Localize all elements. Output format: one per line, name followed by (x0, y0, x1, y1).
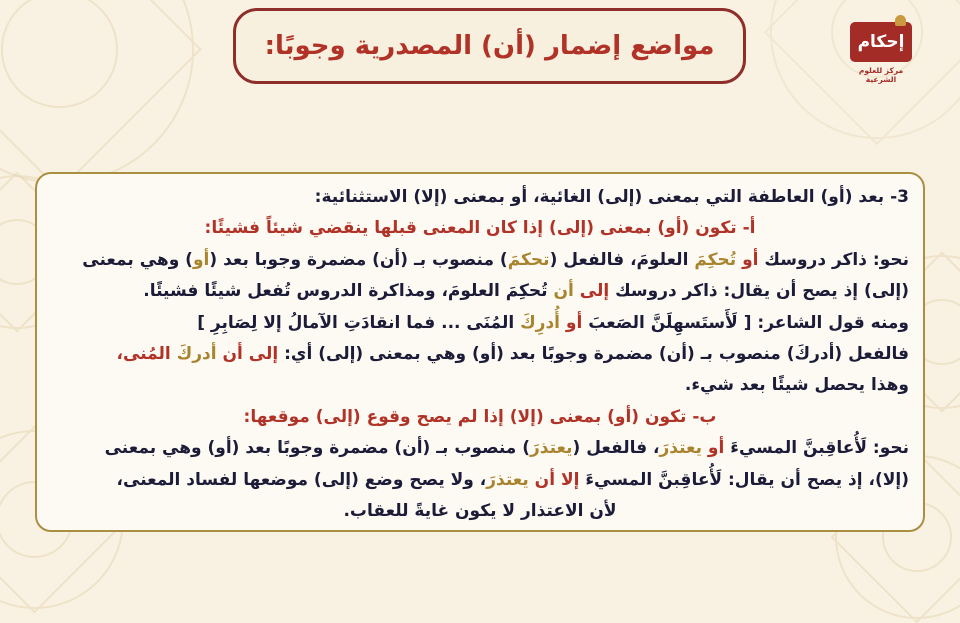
text-segment: لأن الاعتذار لا يكون غايةً للعقاب. (343, 501, 617, 522)
text-segment: إلى أن (216, 344, 279, 365)
text-segment: نحو: لَأُعاقِبنَّ المسيءَ (724, 438, 909, 459)
content-box (35, 172, 925, 532)
text-segment: أو (560, 312, 583, 333)
text-segment: المُنى، (116, 344, 171, 365)
content-lines (51, 182, 909, 527)
text-segment: يعتذرَ (529, 438, 573, 459)
text-segment: أن (547, 281, 574, 302)
content-line (51, 433, 909, 464)
text-segment: ومنه قول الشاعر: [ لَأَستَسهِلَنَّ الصَعبَ (582, 312, 909, 333)
content-line (51, 276, 909, 307)
text-segment: ، ولا يصح وضع (إلى) موضعها لفساد المعنى، (116, 469, 487, 490)
text-segment: وهذا يحصل شيئًا بعد شيء. (684, 375, 909, 396)
text-segment: تحكمَ (507, 249, 550, 270)
text-segment: يعتذرَ (659, 438, 703, 459)
text-segment: إلا أن (528, 469, 580, 490)
content-line (51, 370, 909, 401)
content-line (51, 465, 909, 496)
dome-icon (895, 15, 906, 26)
content-line (51, 496, 909, 527)
text-segment: ) منصوب بـ (أن) مضمرة وجوبا بعد ( (209, 249, 508, 270)
text-segment: أو (192, 249, 210, 270)
content-line (51, 182, 909, 213)
logo-subtitle: مركز للعلوم الشرعية (858, 66, 904, 84)
text-segment: أو (736, 249, 759, 270)
text-segment: تُحكِمَ (688, 249, 737, 270)
logo-wordmark: إحكام (857, 32, 905, 52)
text-segment: ، فالفعل ( (572, 438, 660, 459)
text-segment: يعتذرَ (486, 469, 529, 490)
text-segment: ) منصوب بـ (أن) مضمرة وجوبًا بعد (أو) وهي بمعنى (104, 438, 530, 459)
text-segment: ) وهي بمعنى (82, 249, 193, 270)
logo-box (850, 22, 912, 62)
text-segment: ب- تكون (أو) بمعنى (إلا) إذا لم يصح وقوع (إلى) موقعها: (243, 406, 717, 427)
brand-logo (850, 22, 912, 84)
text-segment: فالفعل (أدركَ) منصوب بـ (أن) مضمرة وجوبًا بعد (أو) وهي بمعنى (إلى) أي: (278, 344, 909, 365)
content-line (51, 213, 909, 244)
text-segment: إلى (573, 281, 610, 302)
background-ornament (0, 0, 194, 184)
text-segment: أو (702, 438, 725, 459)
text-segment: أُدرِكَ (514, 312, 561, 333)
content-line (51, 308, 909, 339)
text-segment: المُنَى ... فما انقادَتِ الآمالُ إلا لِصَابِرِ ] (197, 312, 515, 333)
text-segment: نحو: ذاكر دروسك (758, 249, 909, 270)
text-segment: أ- تكون (أو) بمعنى (إلى) إذا كان المعنى قبلها ينقضي شيئاً فشيئًا: (204, 218, 756, 239)
text-segment: (إلى) إذ يصح أن يقال: ذاكر دروسك (609, 281, 909, 302)
text-segment: تُحكِمَ العلومَ، ومذاكرة الدروس تُفعل شيئًا فشيئًا. (143, 281, 548, 302)
content-line (51, 245, 909, 276)
text-segment: أدركَ (170, 344, 217, 365)
content-line (51, 402, 909, 433)
title-box (233, 8, 746, 84)
text-segment: 3- بعد (أو) العاطفة التي بمعنى (إلى) الغائية، أو بمعنى (إلا) الاستثنائية: (314, 187, 909, 207)
content-line (51, 339, 909, 370)
text-segment: (إلا)، إذ يصح أن يقال: لَأُعاقِبنَّ المسيءَ (579, 469, 909, 490)
text-segment: العلومَ، فالفعل ( (549, 249, 689, 270)
page-title: مواضع إضمار (أن) المصدرية وجوبًا: (264, 31, 715, 61)
